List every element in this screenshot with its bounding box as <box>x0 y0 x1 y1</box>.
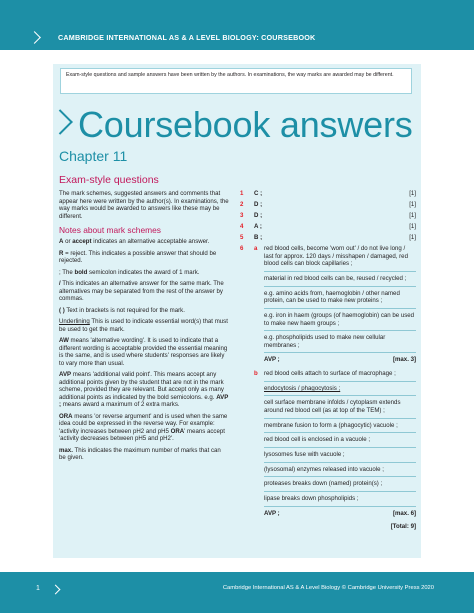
note-reject: R = reject. This indicates a possible answer that should be rejected. <box>59 249 217 264</box>
answer-point: material in red blood cells can be, reused / recycled ; <box>240 275 416 290</box>
answer-point: proteases breaks down (named) protein(s) ; <box>240 480 416 495</box>
answer-point: e.g. phospholipids used to make new cellular membranes ; <box>240 334 416 356</box>
mark-scheme-notes <box>59 190 229 466</box>
note-max: max. This indicates the maximum number of marks that can be given. <box>59 446 221 461</box>
answer-row: 2 D ; [1] <box>240 201 416 209</box>
book-title: CAMBRIDGE INTERNATIONAL AS & A LEVEL BIOLOGY: COURSEBOOK <box>58 33 316 42</box>
answer-point: (lysosomal) enzymes released into vacuole ; <box>240 466 416 481</box>
answer-point: lysosomes fuse with vacuole ; <box>240 451 416 466</box>
answer-point: lipase breaks down phospholipids ; <box>240 495 416 510</box>
intro-note: Exam-style questions and sample answers have been written by the authors. In examinations, the way marks are awarded may be different. <box>60 68 412 94</box>
note-brackets: ( ) Text in brackets is not required for the mark. <box>59 306 185 314</box>
answers-column <box>240 190 416 531</box>
note-avp: AVP means 'additional valid point'. This means accept any additional points given by the student that are not in the mark scheme, provided they are relevant. But accept only as many additional points as indicated by the bold semicolons. e.g. AVP ; means award a maximum of 2 extra marks. <box>59 371 229 408</box>
header-bar <box>0 0 474 50</box>
chevron-right-icon[interactable] <box>51 585 61 595</box>
answer-point: red blood cell is enclosed in a vacuole ; <box>240 436 416 451</box>
notes-heading: Notes about mark schemes <box>59 225 161 235</box>
note-underlining: Underlining This is used to indicate essential word(s) that must be used to get the mark. <box>59 318 228 333</box>
note-aw: AW means 'alternative wording'. It is used to indicate that a different wording is acceptable provided the essential meaning is the same, and is used where students' responses are likely to vary more than usual. <box>59 337 228 367</box>
answer-point: e.g. amino acids from, haemoglobin / other named protein, can be used to make new proteins ; <box>240 290 416 312</box>
answer-row: 4 A ; [1] <box>240 223 416 231</box>
answer-row: 1 C ; [1] <box>240 190 416 197</box>
note-slash: / This indicates an alternative answer for the same mark. The alternatives may be separated from the rest of the answer by commas. <box>59 280 224 302</box>
note-semicolon: ; The bold semicolon indicates the award of 1 mark. <box>59 268 200 276</box>
answer-point: endocytosis / phagocytosis ; <box>240 385 416 400</box>
note-accept: A or accept indicates an alternative acceptable answer. <box>59 238 210 245</box>
page-title <box>54 104 413 146</box>
chevron-right-icon <box>47 109 72 134</box>
note-ora: ORA means 'or reverse argument' and is used when the same idea could be expressed in the reverse way. For example: 'activity increases between pH2 and pH5 ORA' means accept 'activity decreases between pH5 and pH2'. <box>59 412 228 442</box>
answer-point: membrane fusion to form a (phagocytic) vacuole ; <box>240 422 416 437</box>
answer-point: b red blood cells attach to surface of macrophage ; <box>240 370 416 385</box>
copyright: Cambridge International AS & A Level Biology © Cambridge University Press 2020 <box>222 585 434 591</box>
chevron-right-icon <box>28 31 41 44</box>
answer-point: AVP ; [max. 6] <box>264 509 416 517</box>
answer-point: e.g. iron in haem (groups (of haemoglobin) can be used to make new haem groups ; <box>240 312 416 334</box>
answer-row: 5 B ; [1] <box>240 234 416 242</box>
footer-bar <box>0 572 474 613</box>
chapter-heading: Chapter 11 <box>59 148 128 164</box>
page-title-text: Coursebook answers <box>78 104 413 145</box>
intro-paragraph: The mark schemes, suggested answers and comments that appear here were written by the author(s). In examinations, the way marks would be awarded to answers like these may be different. <box>59 190 229 220</box>
answer-row: 3 D ; [1] <box>240 212 416 220</box>
section-heading: Exam-style questions <box>59 174 159 186</box>
page-number: 1 <box>36 585 40 592</box>
total-marks: [Total: 9] <box>390 523 416 531</box>
answer-point: cell surface membrane infolds / cytoplasm extends around red blood cell (as at top of the TEM) ; <box>240 399 416 421</box>
answer-point: 6 a red blood cells, become 'worn out' / do not live long / last for approx. 120 days / misshapen / damaged, red blood cells can block capillaries ; <box>240 245 416 275</box>
answer-point: AVP ; [max. 3] <box>264 356 416 364</box>
